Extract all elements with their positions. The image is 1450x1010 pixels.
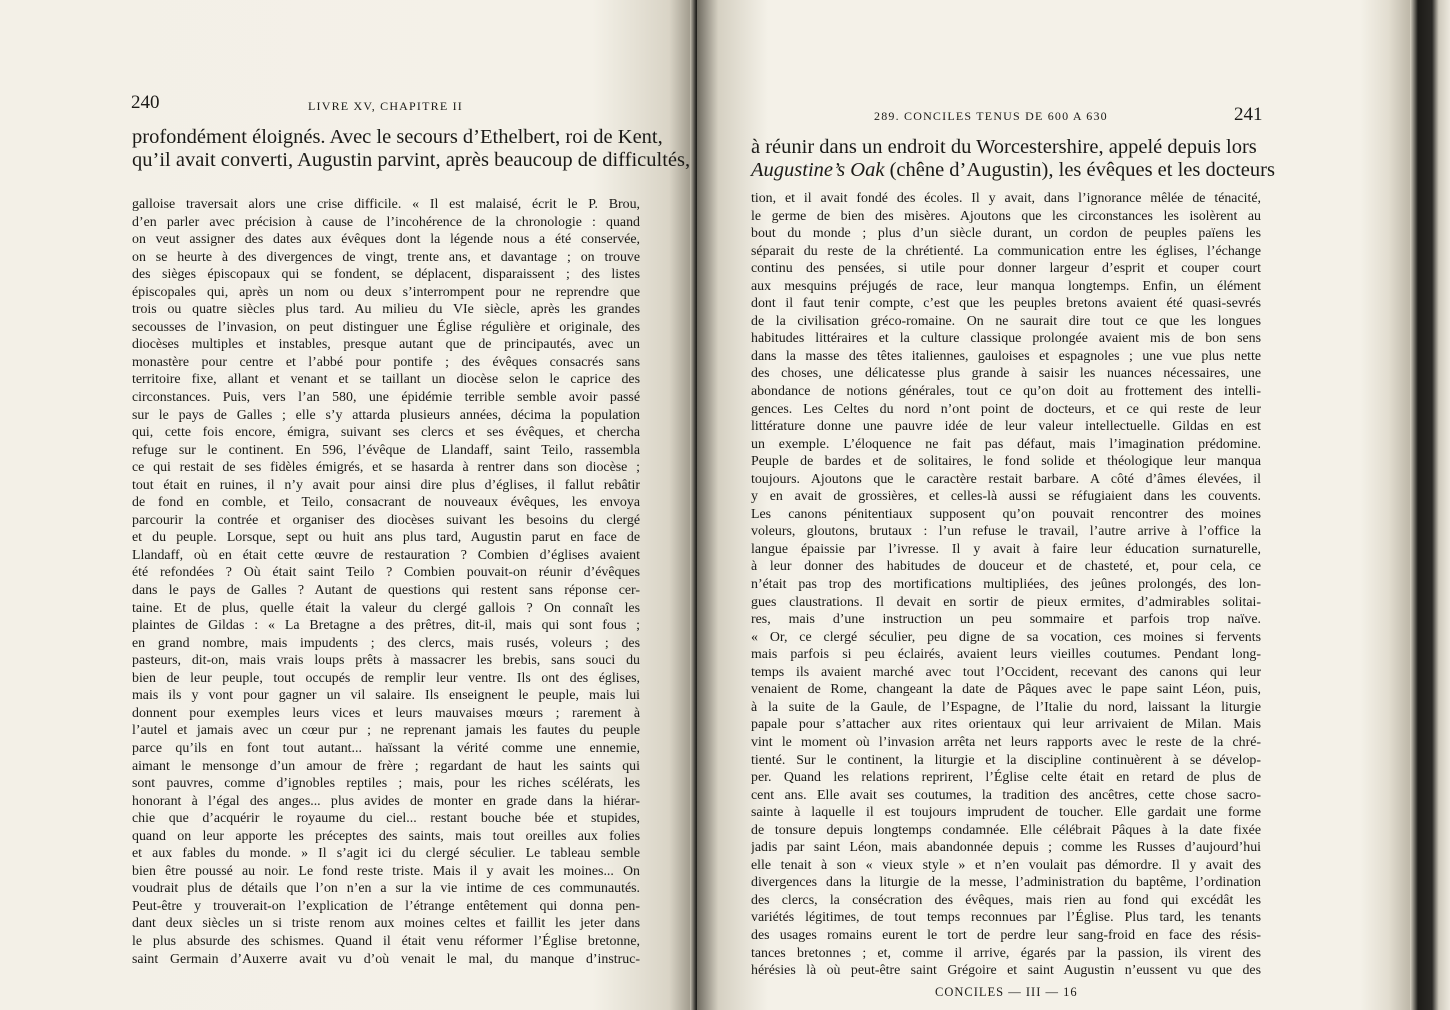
text-line: honorant à l’égal des anges... plus avides de monter en grade dans la hiérar- [132, 793, 640, 809]
text-line: bien de leur peuple, tout occupés de remplir leur ventre. Ils ont des églises, [132, 670, 640, 686]
text-line: le germe de bien des misères. Ajoutons que les circonstances les isolèrent au [751, 208, 1261, 224]
text-line: gues claustrations. Il devait en sortir de pieux ermites, d’admirables solitai- [751, 594, 1261, 610]
text-line: circonstances. Puis, vers l’an 580, une épidémie terrible semble avoir passé [132, 390, 640, 406]
text-line: per. Quand les relations reprirent, l’Église celte était en retard de plus de [751, 770, 1261, 786]
text-line: hérésies là où peut-être saint Grégoire et saint Augustin n’eussent vu que des [751, 963, 1261, 979]
footnote-text [132, 196, 640, 968]
text-line: venaient de Rome, changeant la date de Pâques avec le pape saint Léon, puis, [751, 682, 1261, 698]
text-line: plaintes de Gildas : « La Bretagne a des prêtres, dit-il, mais qui sont fous ; [132, 618, 640, 634]
text-line: le plus absurde des schismes. Quand il était venu réformer l’Église bretonne, [132, 933, 640, 949]
text-line: sont pauvres, comme d’ignobles reptiles ; mais, pour les riches scélérats, les [132, 776, 640, 792]
text-line: divergences dans la liturgie de la messe, l’administration du baptême, l’ordination [751, 875, 1261, 891]
page-number: 241 [1234, 104, 1263, 125]
running-head: 289. CONCILES TENUS DE 600 A 630 [874, 109, 1108, 123]
text-line: l’autel et jamais avec un cœur pur ; ne reprenant jamais les fautes du peuple [132, 723, 640, 739]
page-edge [1410, 0, 1450, 1010]
text-line: bien être poussé au noir. Le fond reste triste. Mais il y avait les moines... On [132, 863, 640, 879]
lead-line: à réunir dans un endroit du Worcestershire, appelé depuis lors [751, 136, 1257, 158]
text-line: donnent pour exemples leurs vices et leurs mauvaises mœurs ; rarement à [132, 705, 640, 721]
italic-title: Augustine’s Oak [751, 159, 885, 181]
text-line: saint Germain d’Auxerre avait vu d’où venait le mal, du manque d’instruc- [132, 951, 640, 967]
lead-line-rest: (chêne d’Augustin), les évêques et les docteurs [884, 159, 1275, 181]
text-line: sur le pays de Galles ; elle s’y attarda plusieurs années, décima la population [132, 407, 640, 423]
lead-line [751, 159, 1275, 182]
signature-footer: CONCILES — III — 16 [935, 985, 1078, 999]
text-line: en grand nombre, mais impudents ; des clercs, mais rusés, voleurs ; des [132, 635, 640, 651]
text-line: chie que d’acquérir le royaume du ciel... restant bouche bée et stupides, [132, 811, 640, 827]
text-line: de tonsure depuis longtemps condamnée. Elle célébrait Pâques à la date fixée [751, 822, 1261, 838]
text-line: trois ou quatre siècles plus tard. Au milieu du VIe siècle, après les grandes [132, 302, 640, 318]
text-line: Peuple de bardes et de solitaires, le fond solide et théologique leur manqua [751, 454, 1261, 470]
text-line: Peut-être y trouverait-on l’explication de l’étrange entêtement qui donna pen- [132, 898, 640, 914]
text-line: des clercs, la consécration des évêques, mais rien au fond qui excédât les [751, 892, 1261, 908]
text-line: on veut assigner des dates aux évêques dont la légende nous a été conservée, [132, 232, 640, 248]
text-line: Llandaff, où en était cette œuvre de restauration ? Combien d’églises avaient [132, 547, 640, 563]
text-line: Les canons pénitentiaux supposent qu’on pouvait rencontrer des moines [751, 506, 1261, 522]
text-line: sainte à laquelle il est toujours imprudent de toucher. Elle gardait une forme [751, 805, 1261, 821]
text-line: voleurs, gloutons, brutaux : l’un refuse le travail, l’autre arrive à l’office la [751, 524, 1261, 540]
page-number: 240 [131, 92, 160, 113]
text-line: res, mais d’une instruction un peu sommaire et parfois trop naïve. [751, 612, 1261, 628]
text-line: temps ils avaient marché avec tout l’Occident, recevant des canons qui leur [751, 664, 1261, 680]
text-line: parcourir la contrée et organiser des diocèses suivant les besoins du clergé [132, 512, 640, 528]
text-line: tion, et il avait fondé des écoles. Il y avait, dans l’ignorance mêlée de ténacité, [751, 191, 1261, 206]
text-line: littérature donne une pauvre idée de leur valeur intellectuelle. Gildas en est [751, 419, 1261, 435]
text-line: n’était pas trop des mortifications multipliées, des jeûnes prolongés, des lon- [751, 577, 1261, 593]
text-line: monastère pour centre et l’abbé pour pontife ; des évêques consacrés sans [132, 354, 640, 370]
text-line: y en avait de grossières, et celles-là aussi se réfugiaient dans les couvents. [751, 489, 1261, 505]
text-line: variétés légitimes, de tout temps reconnues par l’Église. Plus tard, les tenants [751, 910, 1261, 926]
text-line: diocèses multiples et instables, presque autant que de principautés, avec un [132, 337, 640, 353]
text-line: toujours. Ajoutons que le caractère restait barbare. A côté d’âmes élevées, il [751, 471, 1261, 487]
text-line: aimant le mensonge d’un amour de frère ; regardant de haut les saints qui [132, 758, 640, 774]
text-line: et aux fables du monde. » Il s’agit ici du clergé séculier. Le tableau semble [132, 846, 640, 862]
text-line: papale pour s’attacher aux rites orientaux qui leur arrivaient de Milan. Mais [751, 717, 1261, 733]
text-line: qui, cette fois encore, émigra, suivant ses clercs et ses évêques, et chercha [132, 425, 640, 441]
text-line: dans le pays de Galles ? Autant de questions qui restent sans réponse cer- [132, 583, 640, 599]
text-line: tout était en ruines, il n’y avait pour ainsi dire plus d’églises, il fallut rebâtir [132, 477, 640, 493]
text-line: épiscopales qui, après un nom ou deux s’interrompent pour ne reprendre que [132, 284, 640, 300]
text-line: quand on leur apporte les préceptes des saints, mais tout oreilles aux folies [132, 828, 640, 844]
text-line: on se heurte à des divergences de vingt, trente ans, et davantage ; on trouve [132, 249, 640, 265]
text-line: secousses de l’invasion, on peut distinguer une Église régulière et originale, des [132, 319, 640, 335]
text-line: cent ans. Elle avait ses coutumes, la tradition des ancêtres, cette chose sacro- [751, 787, 1261, 803]
text-line: et du peuple. Lorsque, sept ou huit ans plus tard, Augustin parut en face de [132, 530, 640, 546]
text-line: galloise traversait alors une crise difficile. « Il est malaisé, écrit le P. Brou, [132, 197, 640, 212]
text-line: mais parfois si peu éclairés, avaient leurs vieilles coutumes. Pendant long- [751, 647, 1261, 663]
text-line: des usages romains eurent le tort de perdre leur sang-froid en face des résis- [751, 927, 1261, 943]
text-line: dans la masse des têtes italiennes, gauloises et espagnoles ; une vue plus nette [751, 348, 1261, 364]
text-line: été refondées ? Où était saint Teilo ? Combien pouvait-on réunir d’évêques [132, 565, 640, 581]
text-line: gences. Les Celtes du nord n’ont point de docteurs, et ce qui reste de leur [751, 401, 1261, 417]
text-line: langue épaissie par l’ivresse. Il y avait à faire leur éducation surnaturelle, [751, 541, 1261, 557]
text-line: aux mesquins préjugés de race, leur manqua longtemps. Enfin, un élément [751, 278, 1261, 294]
text-line: pasteurs, dit-on, mais vrais loups prêts à massacrer les brebis, sans souci du [132, 653, 640, 669]
lead-line: qu’il avait converti, Augustin parvint, après beaucoup de difficultés, [132, 149, 691, 171]
text-line: territoire fixe, allant et venant et se taillant un diocèse selon le caprice des [132, 372, 640, 388]
text-line: à la suite de la Gaule, de l’Espagne, de l’Italie du nord, laissant la liturgie [751, 699, 1261, 715]
text-line: des choses, une délicatesse plus grande à saisir les nuances nécessaires, une [751, 366, 1261, 382]
text-line: d’en parler avec précision à cause de l’incohérence de la chronologie : quand [132, 214, 640, 230]
text-line: parce qu’ils en font tout autant... haïssant la vérité comme une ennemie, [132, 740, 640, 756]
text-line: mais ils y vont pour gagner un vil salaire. Ils enseignent le peuple, mais lui [132, 688, 640, 704]
text-line: des sièges épiscopaux qui se fondent, se déplacent, disparaissent ; des listes [132, 267, 640, 283]
text-line: abondance de notions générales, tout ce qu’on doit au frottement des intelli- [751, 384, 1261, 400]
text-line: de la civilisation gréco-romaine. On ne saurait dire tout ce que les longues [751, 313, 1261, 329]
text-line: dant deux siècles un si triste renom aux moines celtes et faillit les jeter dans [132, 916, 640, 932]
text-line: dont il faut tenir compte, c’est que les peuples bretons avaient été quasi-sevrés [751, 296, 1261, 312]
text-line: tienté. Sur le continent, la liturgie et la discipline continuèrent à se dévelop- [751, 752, 1261, 768]
lead-line: profondément éloignés. Avec le secours d’Ethelbert, roi de Kent, [132, 126, 663, 148]
text-line: jadis par saint Léon, mais abandonnée depuis ; comme les Russes d’aujourd’hui [751, 840, 1261, 856]
text-line: bout du monde ; plus d’un siècle durant, un cordon de peuples païens les [751, 226, 1261, 242]
text-line: tances bretonnes ; et, comme il arrive, égarés par la passion, ils virent des [751, 945, 1261, 961]
text-line: refuge sur le continent. En 596, l’évêque de Llandaff, saint Teilo, rassembla [132, 442, 640, 458]
text-line: un exemple. L’éloquence ne fait pas défaut, mais l’imagination prédomine. [751, 436, 1261, 452]
text-line: à leur donner des habitudes de douceur et de chasteté, et, pour cela, ce [751, 559, 1261, 575]
text-line: elle tenait à son « vieux style » et n’en voulait pas démordre. Il y avait des [751, 857, 1261, 873]
lead-paragraph [132, 126, 691, 172]
text-line: de fond en comble, et Teilo, consacrant de nouveaux évêques, les envoya [132, 495, 640, 511]
lead-paragraph [751, 136, 1275, 182]
text-line: continu des pensées, si utile pour donner largeur d’esprit et couper court [751, 261, 1261, 277]
right-page [697, 0, 1410, 1010]
text-line: taine. Et de plus, quelle était la valeur du clergé gallois ? On connaît les [132, 600, 640, 616]
text-line: habitudes littéraires et la culture classique prolongée avaient mis de bon sens [751, 331, 1261, 347]
text-line: voudrait plus de détails que l’on n’en a sur la vie intime de ces communautés. [132, 881, 640, 897]
running-head: LIVRE XV, CHAPITRE II [308, 99, 463, 113]
footnote-text [751, 190, 1261, 980]
text-line: vint le moment où l’invasion arrêta net leurs rapports avec le reste de la chré- [751, 734, 1261, 750]
text-line: « Or, ce clergé séculier, peu digne de sa vocation, ces moines si fervents [751, 629, 1261, 645]
left-page [0, 0, 697, 1010]
text-line: ce qui restait de ses fidèles émigrés, et se hasarda à rentrer dans son diocèse ; [132, 460, 640, 476]
text-line: séparait du reste de la chrétienté. La communication entre les églises, l’échange [751, 243, 1261, 259]
